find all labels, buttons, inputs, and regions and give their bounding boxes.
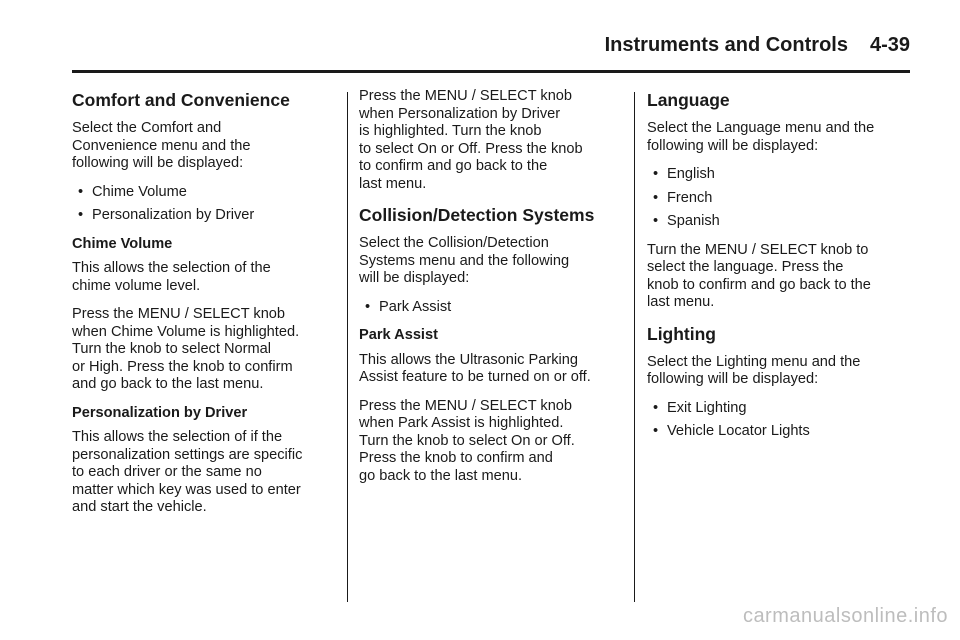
chime-volume-instructions: Press the MENU / SELECT knob when Chime Volume is highlighted. Turn the knob to select Normal or High. Press the knob to confirm and go back to the last menu. bbox=[72, 306, 300, 392]
page-header bbox=[605, 34, 910, 57]
lighting-intro: Select the Lighting menu and the following will be displayed: bbox=[647, 353, 861, 387]
watermark: carmanualsonline.info bbox=[742, 605, 948, 627]
list-item-vehicle-locator-lights: • Vehicle Locator Lights bbox=[647, 423, 909, 441]
collision-intro: Select the Collision/Detection Systems menu and the following will be displayed: bbox=[359, 235, 570, 286]
subheading-park-assist: Park Assist bbox=[359, 327, 438, 343]
heading-lighting: Lighting bbox=[647, 323, 717, 344]
list-item-chime-volume: • Chime Volume bbox=[72, 184, 334, 202]
column-1 bbox=[72, 88, 334, 528]
personalization-instructions: Press the MENU / SELECT knob when Personalization by Driver is highlighted. Turn the knob to select On or Off. Press the knob to confirm and go back to the last menu. bbox=[359, 88, 583, 192]
page-number: 4-39 bbox=[869, 34, 910, 56]
section-title: Instruments and Controls bbox=[604, 34, 848, 56]
personalization-desc: This allows the selection of if the personalization settings are specific to each driver or the same no matter which key was used to enter and start the vehicle. bbox=[72, 429, 303, 515]
heading-collision-detection: Collision/Detection Systems bbox=[359, 205, 595, 225]
list-item-english: • English bbox=[647, 166, 909, 184]
park-assist-instructions: Press the MENU / SELECT knob when Park Assist is highlighted. Turn the knob to select On or Off. Press the knob to confirm and go back to the last menu. bbox=[359, 397, 575, 484]
language-list bbox=[647, 166, 909, 231]
column-divider-1 bbox=[347, 92, 348, 602]
chime-volume-desc: This allows the selection of the chime volume level. bbox=[72, 260, 271, 294]
lighting-list bbox=[647, 400, 909, 441]
column-2 bbox=[359, 88, 629, 496]
park-assist-desc: This allows the Ultrasonic Parking Assist feature to be turned on or off. bbox=[359, 351, 591, 385]
collision-list bbox=[359, 299, 629, 317]
list-item-spanish: • Spanish bbox=[647, 213, 909, 231]
comfort-intro: Select the Comfort and Convenience menu and the following will be displayed: bbox=[72, 120, 251, 171]
subheading-personalization: Personalization by Driver bbox=[72, 404, 248, 421]
list-item-exit-lighting: • Exit Lighting bbox=[647, 400, 909, 418]
language-intro: Select the Language menu and the following will be displayed: bbox=[647, 120, 875, 154]
heading-language: Language bbox=[647, 90, 730, 110]
header-rule bbox=[72, 70, 910, 73]
column-divider-2 bbox=[634, 92, 635, 602]
language-instructions: Turn the MENU / SELECT knob to select the language. Press the knob to confirm and go back to the last menu. bbox=[647, 241, 871, 310]
comfort-list bbox=[72, 184, 334, 225]
list-item-personalization: • Personalization by Driver bbox=[72, 207, 334, 225]
list-item-french: • French bbox=[647, 190, 909, 208]
heading-comfort-convenience: Comfort and Convenience bbox=[72, 90, 290, 110]
list-item-park-assist: • Park Assist bbox=[359, 299, 629, 317]
column-3 bbox=[647, 88, 909, 452]
subheading-chime-volume: Chime Volume bbox=[72, 235, 173, 252]
